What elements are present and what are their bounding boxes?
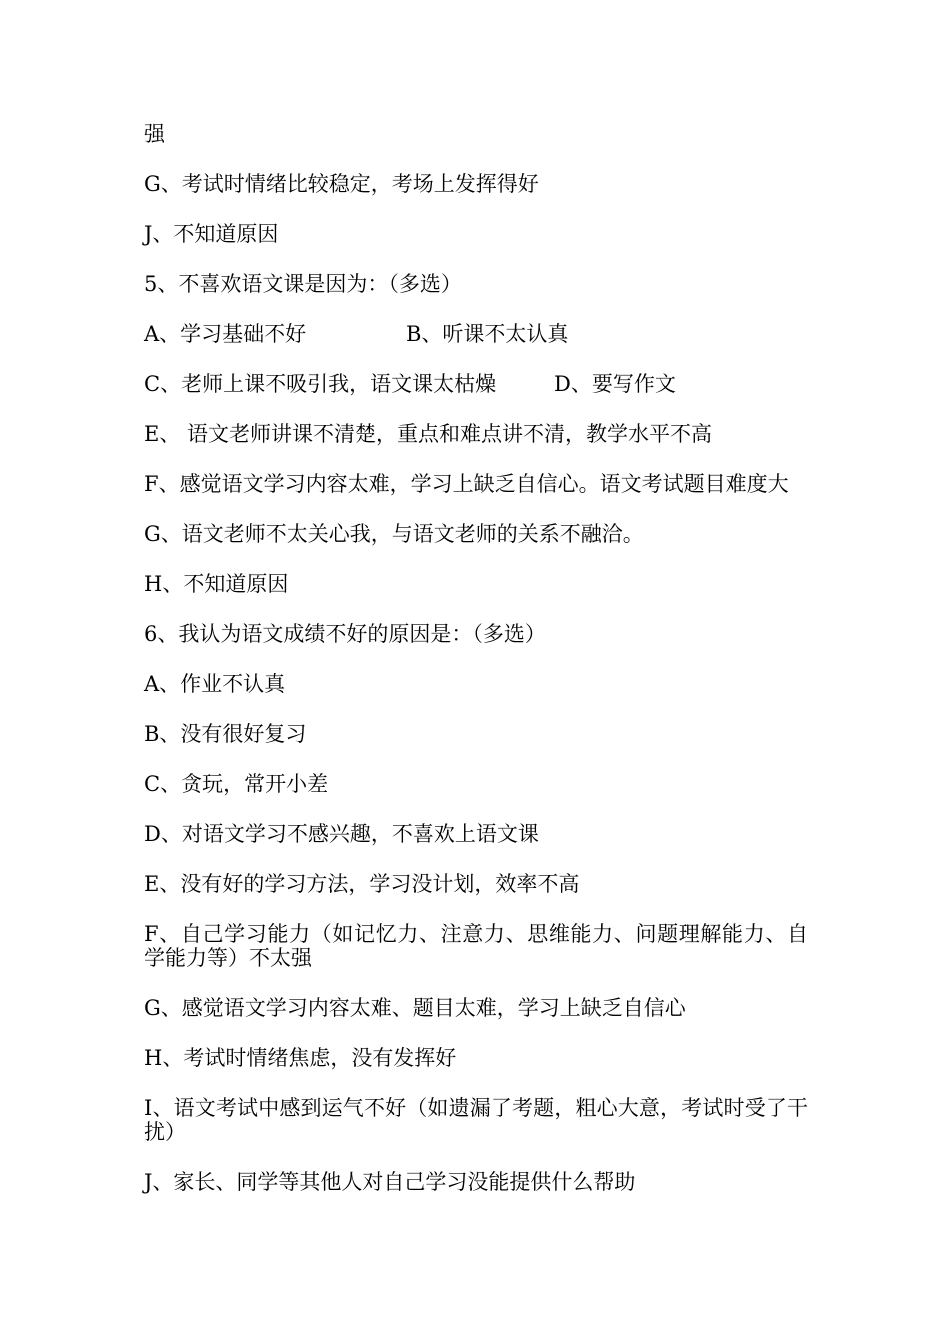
question-6-title: 6、我认为语文成绩不好的原因是：（多选）: [144, 622, 546, 646]
option-h-q5: H、不知道原因: [144, 572, 289, 596]
option-f-q5: F、感觉语文学习内容太难，学习上缺乏自信心。语文考试题目难度大: [144, 472, 789, 496]
option-e-q5: E、 语文老师讲课不清楚，重点和难点讲不清，教学水平不高: [144, 422, 713, 446]
continuation-line: 强: [144, 122, 165, 146]
document-body: [144, 122, 808, 1220]
option-d-q5: D、要写作文: [554, 372, 676, 396]
option-j-q6: J、家长、同学等其他人对自己学习没能提供什么帮助: [144, 1170, 636, 1194]
option-c-q5: C、老师上课不吸引我，语文课太枯燥: [144, 372, 497, 396]
q5-options-ab: [144, 322, 808, 346]
option-g-q6: G、感觉语文学习内容太难、题目太难，学习上缺乏自信心: [144, 996, 686, 1020]
q5-options-cd: [144, 372, 808, 396]
question-5-title: 5、不喜欢语文课是因为：（多选）: [144, 272, 462, 296]
option-b-q6: B、没有很好复习: [144, 722, 307, 746]
option-j-q4: J、不知道原因: [144, 222, 279, 246]
option-g-q5: G、语文老师不太关心我，与语文老师的关系不融洽。: [144, 522, 644, 546]
option-a-q5: A、学习基础不好: [144, 322, 307, 346]
option-c-q6: C、贪玩，常开小差: [144, 772, 329, 796]
option-i-q6: I、语文考试中感到运气不好（如遗漏了考题，粗心大意，考试时受了干扰）: [144, 1096, 808, 1144]
option-d-q6: D、对语文学习不感兴趣，不喜欢上语文课: [144, 822, 539, 846]
option-g-q4: G、考试时情绪比较稳定，考场上发挥得好: [144, 172, 539, 196]
option-b-q5: B、听课不太认真: [406, 322, 569, 346]
option-f-q6: F、自己学习能力（如记忆力、注意力、思维能力、问题理解能力、自学能力等）不太强: [144, 922, 808, 970]
option-h-q6: H、考试时情绪焦虑，没有发挥好: [144, 1046, 457, 1070]
option-a-q6: A、作业不认真: [144, 672, 286, 696]
option-e-q6: E、没有好的学习方法，学习没计划，效率不高: [144, 872, 580, 896]
